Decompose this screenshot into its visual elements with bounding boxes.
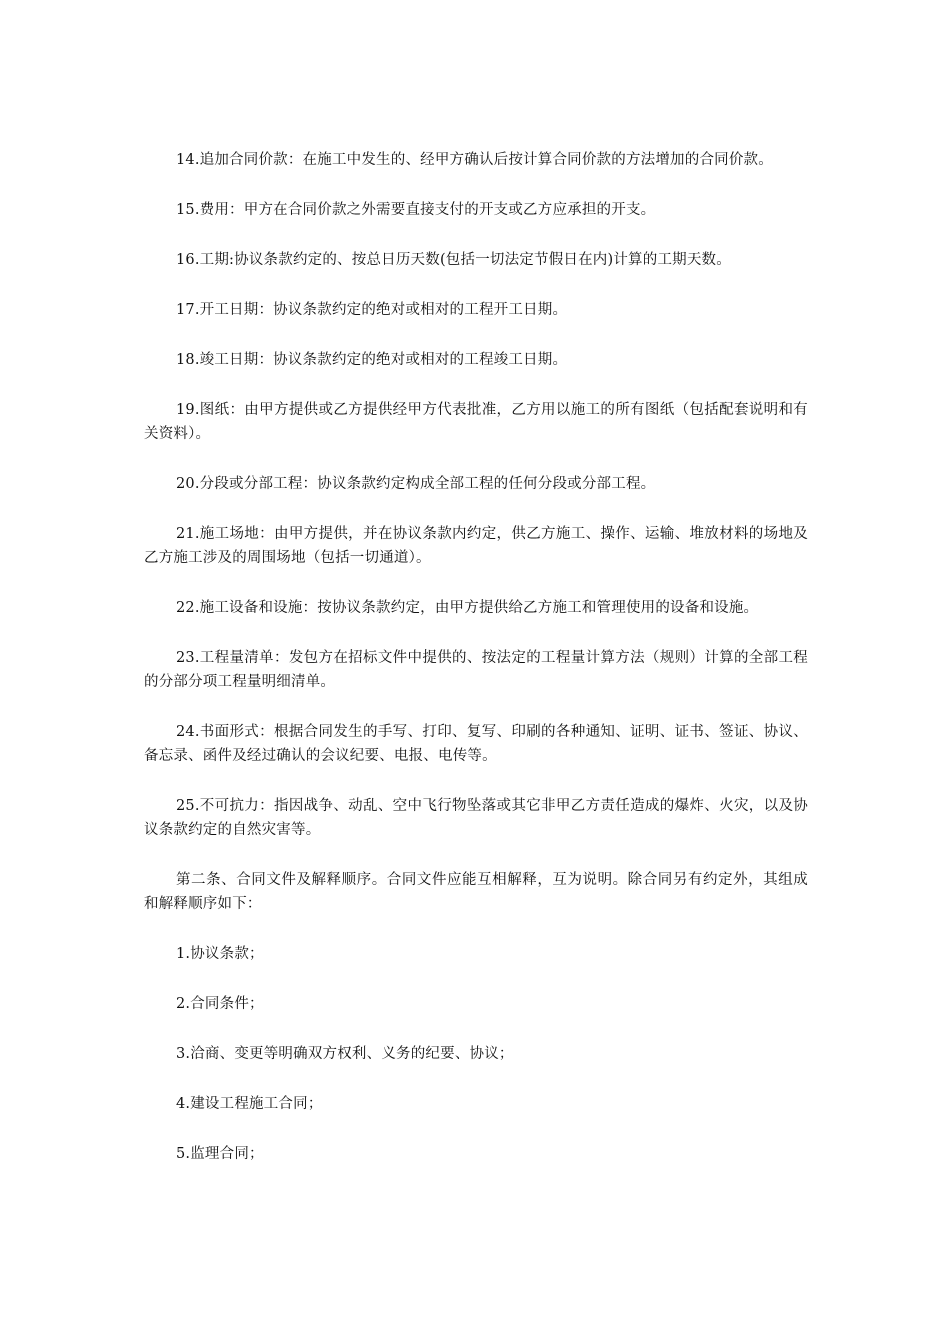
list-item-4: 4.建设工程施工合同； xyxy=(176,1096,323,1112)
list-item-3: 3.洽商、变更等明确双方权利、义务的纪要、协议； xyxy=(176,1046,514,1062)
paragraph-23-bill-of-quantities: 23.工程量清单：发包方在招标文件中提供的、按法定的工程量计算方法（规则）计算的全部工程的分部分项工程量明细清单。 xyxy=(144,650,808,690)
paragraph-19-drawings: 19.图纸：由甲方提供或乙方提供经甲方代表批准，乙方用以施工的所有图纸（包括配套说明和有关资料）。 xyxy=(144,402,808,442)
paragraph-15-costs: 15.费用：甲方在合同价款之外需要直接支付的开支或乙方应承担的开支。 xyxy=(176,202,656,218)
list-item-2: 2.合同条件； xyxy=(176,996,264,1012)
paragraph-22-equipment: 22.施工设备和设施：按协议条款约定，由甲方提供给乙方施工和管理使用的设备和设施。 xyxy=(176,600,759,616)
paragraph-21-site: 21.施工场地：由甲方提供，并在协议条款内约定，供乙方施工、操作、运输、堆放材料的场地及乙方施工涉及的周围场地（包括一切通道）。 xyxy=(144,526,808,566)
paragraph-14-additional-price: 14.追加合同价款：在施工中发生的、经甲方确认后按计算合同价款的方法增加的合同价款。 xyxy=(176,152,773,168)
paragraph-25-force-majeure: 25.不可抗力：指因战争、动乱、空中飞行物坠落或其它非甲乙方责任造成的爆炸、火灾，以及协议条款约定的自然灾害等。 xyxy=(144,798,808,838)
paragraph-18-completion-date: 18.竣工日期：协议条款约定的绝对或相对的工程竣工日期。 xyxy=(176,352,568,368)
paragraph-20-sections: 20.分段或分部工程：协议条款约定构成全部工程的任何分段或分部工程。 xyxy=(176,476,656,492)
list-item-5: 5.监理合同； xyxy=(176,1146,264,1162)
paragraph-article-2: 第二条、合同文件及解释顺序。合同文件应能互相解释，互为说明。除合同另有约定外，其组成和解释顺序如下： xyxy=(144,872,808,912)
paragraph-24-written-form: 24.书面形式：根据合同发生的手写、打印、复写、印刷的各种通知、证明、证书、签证、协议、备忘录、函件及经过确认的会议纪要、电报、电传等。 xyxy=(144,724,808,764)
paragraph-16-duration: 16.工期:协议条款约定的、按总日历天数(包括一切法定节假日在内)计算的工期天数。 xyxy=(176,252,731,268)
paragraph-17-start-date: 17.开工日期：协议条款约定的绝对或相对的工程开工日期。 xyxy=(176,302,568,318)
list-item-1: 1.协议条款； xyxy=(176,946,264,962)
document-page xyxy=(144,148,808,1192)
